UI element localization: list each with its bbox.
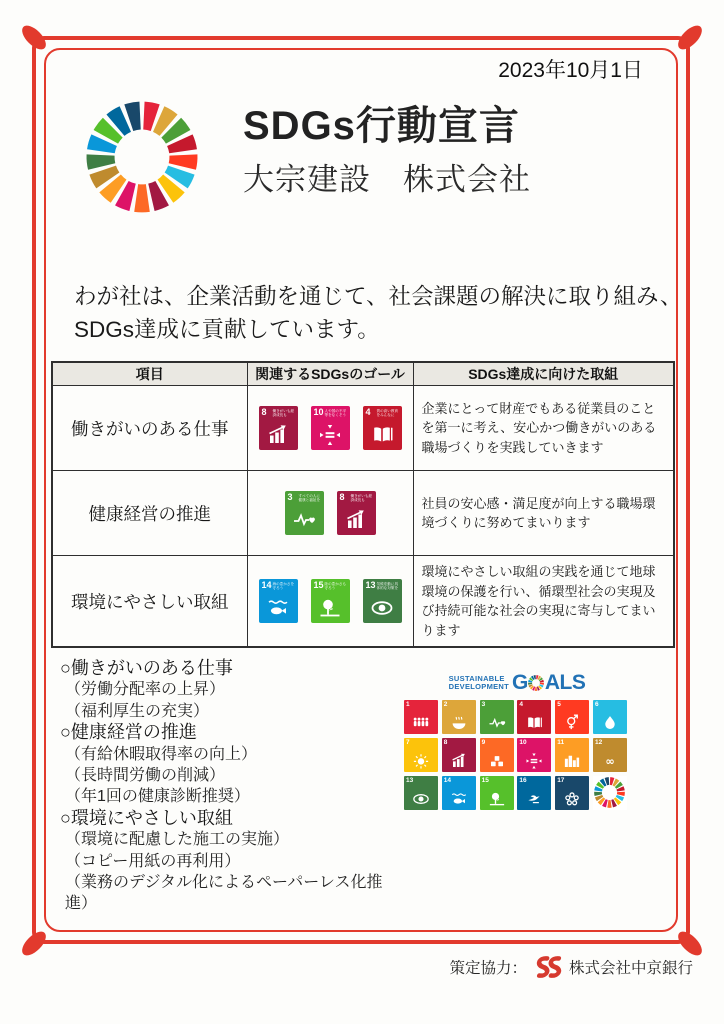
initiative-cell: 社員の安心感・満足度が向上する職場環境づくりに努めてまいります xyxy=(413,471,674,556)
goal-6-icon xyxy=(601,714,619,732)
goals-letters-als: ALS xyxy=(544,671,586,694)
goal-5-icon xyxy=(563,714,581,732)
item-cell: 環境にやさしい取組 xyxy=(52,556,247,648)
goal-16-icon xyxy=(525,790,543,808)
details-list xyxy=(60,658,405,915)
goal-number: 10 xyxy=(519,738,527,746)
detail-heading: ○健康経営の推進 xyxy=(60,722,197,743)
goal-number: 6 xyxy=(594,701,599,708)
goal-number: 3 xyxy=(287,492,293,502)
goal-1-icon xyxy=(412,714,430,732)
detail-item: （労働分配率の上昇） xyxy=(65,681,226,699)
sdgs-logo-word-top: SUSTAINABLE xyxy=(448,674,505,683)
detail-item: （環境に配慮した施工の実施） xyxy=(65,831,290,849)
sdg-goal-10-tile xyxy=(311,406,350,450)
detail-item: （コピー用紙の再利用） xyxy=(65,852,241,870)
sdg-goal-4-tile xyxy=(363,406,402,450)
goal-15-icon xyxy=(488,790,506,808)
goal-number: 8 xyxy=(443,738,448,746)
detail-item: （業務のデジタル化によるペーパーレス化推進） xyxy=(65,874,383,913)
goal-title: 働きがいも経済成長も xyxy=(350,494,373,502)
sdg-goal-7-tile xyxy=(404,738,438,772)
initiative-cell: 環境にやさしい取組の実践を通じて地球環境の保護を行い、循環型社会の実現及び持続可能な社会の実現に寄与してまいります xyxy=(413,556,674,648)
item-cell: 働きがいのある仕事 xyxy=(52,386,247,471)
goal-number: 14 xyxy=(261,580,272,590)
document-date: 2023年10月1日 xyxy=(498,59,643,82)
sdg-goal-10-tile xyxy=(517,738,551,772)
goal-number: 7 xyxy=(406,738,410,746)
goal-title: 海の豊かさを守ろう xyxy=(272,582,295,590)
goal-number: 13 xyxy=(406,776,414,784)
sdg-wheel-logo-icon xyxy=(86,101,198,213)
company-name: 大宗建設 株式会社 xyxy=(243,162,531,197)
sdg-goal-3-tile xyxy=(285,491,324,535)
goal-title: 働きがいも経済成長も xyxy=(272,409,295,417)
goal-7-icon xyxy=(412,752,430,770)
goal-number: 16 xyxy=(519,776,527,784)
goals-cell xyxy=(247,556,413,648)
goal-11-icon xyxy=(563,752,581,770)
goals-cell xyxy=(247,386,413,471)
goal-4-icon xyxy=(525,714,543,732)
goal-14-icon xyxy=(266,596,290,620)
goal-9-icon xyxy=(488,752,506,770)
footer-bank-name: 株式会社中京銀行 xyxy=(568,960,693,977)
header-goals: 関連するSDGsのゴール xyxy=(247,362,413,386)
sdg-goal-5-tile xyxy=(555,700,589,734)
detail-item: （長時間労働の削減） xyxy=(65,767,226,785)
table-header-row xyxy=(52,362,674,386)
table-row xyxy=(52,386,674,471)
sdg-goal-11-tile xyxy=(555,738,589,772)
goal-15-icon xyxy=(318,596,342,620)
table-row xyxy=(52,471,674,556)
goal-number: 4 xyxy=(365,407,371,417)
goal-8-icon xyxy=(344,508,368,532)
intro-text xyxy=(74,280,682,346)
intro-line-2: SDGs達成に貢献しています。 xyxy=(74,317,380,342)
footer-prefix: 策定協力： xyxy=(449,960,527,977)
chukyo-bank-logo-icon xyxy=(532,954,564,980)
sdg-goal-8-tile xyxy=(337,491,376,535)
header-item: 項目 xyxy=(52,362,247,386)
sdg-goal-3-tile xyxy=(480,700,514,734)
table-body xyxy=(52,386,674,648)
goals-o-wheel-icon xyxy=(528,675,544,691)
sdg-goal-1-tile xyxy=(404,700,438,734)
goal-10-icon xyxy=(318,423,342,447)
goal-3-icon xyxy=(292,508,316,532)
goal-number: 11 xyxy=(557,738,565,746)
goal-14-icon xyxy=(450,790,468,808)
initiative-cell: 企業にとって財産でもある従業員のことを第一に考え、安心かつ働きがいのある職場づくりを実践していきます xyxy=(413,386,674,471)
goal-title: 気候変動に具体的な対策を xyxy=(376,582,399,590)
goal-number: 2 xyxy=(443,701,448,708)
goal-10-icon xyxy=(525,752,543,770)
goal-2-icon xyxy=(450,714,468,732)
sdg-goal-17-tile xyxy=(555,776,589,810)
goal-number: 4 xyxy=(519,701,524,708)
goals-cell xyxy=(247,471,413,556)
goals-letter-g: G xyxy=(512,671,528,694)
goal-title: 人や国の不平等をなくそう xyxy=(324,409,347,417)
sdg-goal-15-tile xyxy=(480,776,514,810)
goals-wordmark xyxy=(512,671,585,695)
goal-4-icon xyxy=(370,423,394,447)
goal-number: 15 xyxy=(313,580,324,590)
goal-number: 17 xyxy=(557,776,565,784)
detail-item: （福利厚生の充実） xyxy=(65,702,210,720)
goal-title: 質の高い教育をみんなに xyxy=(376,409,399,417)
goal-number: 15 xyxy=(481,776,489,784)
goal-13-icon xyxy=(412,790,430,808)
goal-number: 12 xyxy=(594,738,603,746)
sdg-goal-4-tile xyxy=(517,700,551,734)
goal-number: 5 xyxy=(557,701,561,708)
intro-line-1: わが社は、企業活動を通じて、社会課題の解決に取り組み、 xyxy=(74,284,683,309)
goal-number: 1 xyxy=(406,701,410,708)
sdg-goal-13-tile xyxy=(404,776,438,810)
sdg-goal-6-tile xyxy=(593,700,627,734)
sdg-goal-15-tile xyxy=(311,579,350,623)
sdg-goal-13-tile xyxy=(363,579,402,623)
page-title: SDGs行動宣言 xyxy=(243,104,520,148)
detail-item: （年1回の健康診断推奨） xyxy=(65,788,250,806)
table-row xyxy=(52,556,674,648)
goal-number: 14 xyxy=(443,776,452,784)
sdg-goal-14-tile xyxy=(442,776,476,810)
goal-3-icon xyxy=(488,714,506,732)
sdg-grid xyxy=(404,700,630,810)
goal-title: すべての人に健康と福祉を xyxy=(298,494,321,502)
sdgs-initiatives-table xyxy=(51,361,675,648)
sdgs-logo-words xyxy=(449,675,509,691)
sdg-wheel-small-icon xyxy=(593,776,627,810)
goal-number: 8 xyxy=(261,407,267,417)
footer xyxy=(449,954,693,980)
sdg-goal-2-tile xyxy=(442,700,476,734)
goal-8-icon xyxy=(266,423,290,447)
goal-number: 8 xyxy=(339,492,345,502)
goal-17-icon xyxy=(563,790,581,808)
goal-title: 陸の豊かさも守ろう xyxy=(324,582,347,590)
sdg-goal-14-tile xyxy=(259,579,298,623)
detail-item: （有給休暇取得率の向上） xyxy=(65,745,258,763)
header-initiative: SDGs達成に向けた取組 xyxy=(413,362,674,386)
sdgs-goals-logo xyxy=(404,671,630,695)
detail-heading: ○環境にやさしい取組 xyxy=(60,807,233,828)
goal-8-icon xyxy=(450,752,468,770)
sdg-goal-9-tile xyxy=(480,738,514,772)
sdg-goal-8-tile xyxy=(442,738,476,772)
goal-number: 3 xyxy=(481,701,486,708)
sdgs-logo-word-bottom: DEVELOPMENT xyxy=(448,682,510,691)
goal-12-icon xyxy=(601,752,619,770)
sdg-goal-16-tile xyxy=(517,776,551,810)
detail-heading: ○働きがいのある仕事 xyxy=(60,658,233,678)
goal-13-icon xyxy=(370,596,394,620)
sdg-goal-12-tile xyxy=(593,738,627,772)
goal-number: 10 xyxy=(313,407,324,417)
sdg-goal-8-tile xyxy=(259,406,298,450)
goal-number: 9 xyxy=(481,738,486,746)
sdgs-goals-block xyxy=(404,671,630,810)
item-cell: 健康経営の推進 xyxy=(52,471,247,556)
goal-number: 13 xyxy=(365,580,376,590)
